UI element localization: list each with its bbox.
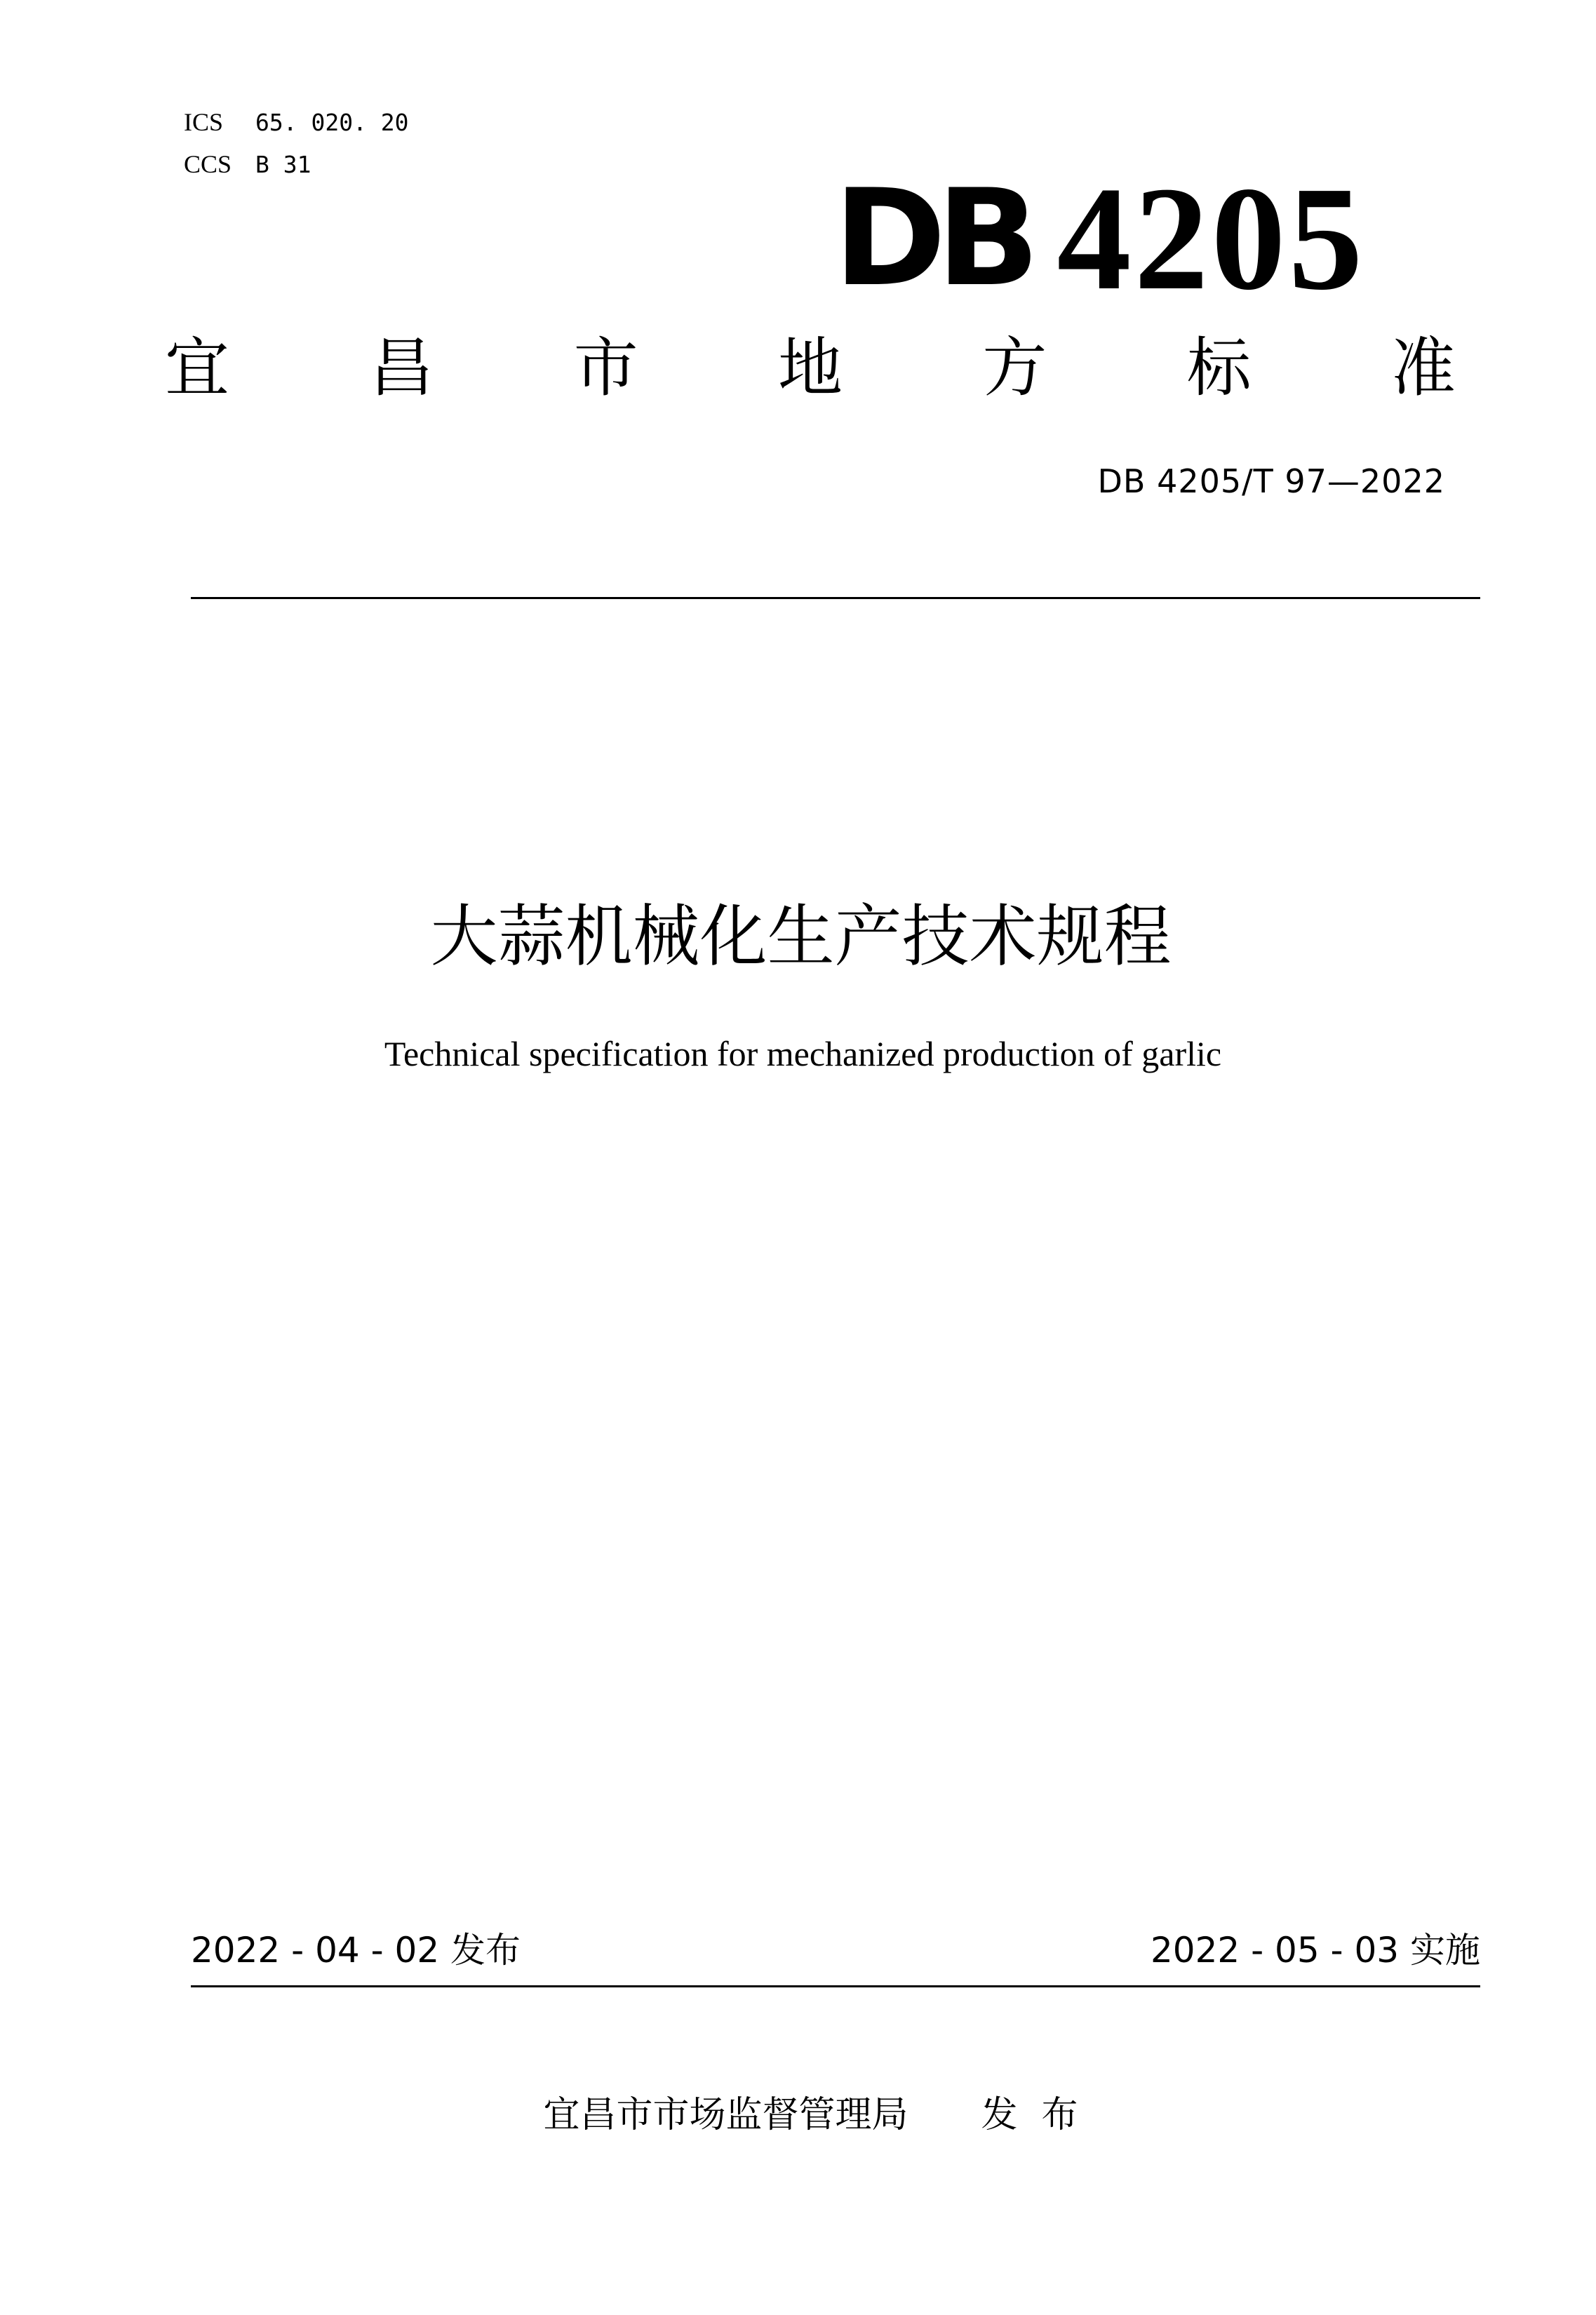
effective-date: 2022 - 05 - 03 实施 [1150, 1930, 1480, 1971]
publisher-line [0, 2092, 1596, 2138]
issue-date: 2022 - 04 - 02 发布 [191, 1930, 521, 1971]
document-title-zh [0, 894, 1596, 979]
ics-value: 65. 020. 20 [255, 109, 409, 136]
standard-type-char: 准 [1390, 330, 1456, 405]
publisher-action: 发布 [981, 2094, 1102, 2136]
standard-type-char: 标 [1186, 330, 1252, 405]
standard-type-char: 宜 [165, 330, 230, 405]
document-title-en [0, 1031, 1596, 1076]
ics-classification [184, 107, 409, 138]
standard-mark-number: 4205 [1057, 156, 1366, 321]
title-zh-text: 大蒜机械化生产技术规程 [430, 897, 1172, 976]
standard-type-char: 市 [573, 330, 638, 405]
standard-type-char: 地 [777, 330, 843, 405]
standard-type-heading [165, 330, 1456, 407]
ccs-classification [184, 149, 311, 180]
standard-code: DB 4205/T 97—2022 [1097, 462, 1445, 500]
top-divider [191, 597, 1480, 599]
ics-label: ICS [184, 108, 224, 136]
ccs-value: B 31 [255, 151, 311, 178]
publisher-name: 宜昌市市场监督管理局 [543, 2094, 908, 2136]
bottom-divider [191, 1985, 1480, 1987]
standard-type-char: 方 [982, 330, 1047, 405]
ccs-label: CCS [184, 150, 232, 178]
title-en-text: Technical specification for mechanized production of garlic [384, 1034, 1222, 1073]
standard-mark [833, 156, 1366, 321]
standard-mark-letters: DB [833, 161, 1031, 316]
standard-type-char: 昌 [369, 330, 434, 405]
